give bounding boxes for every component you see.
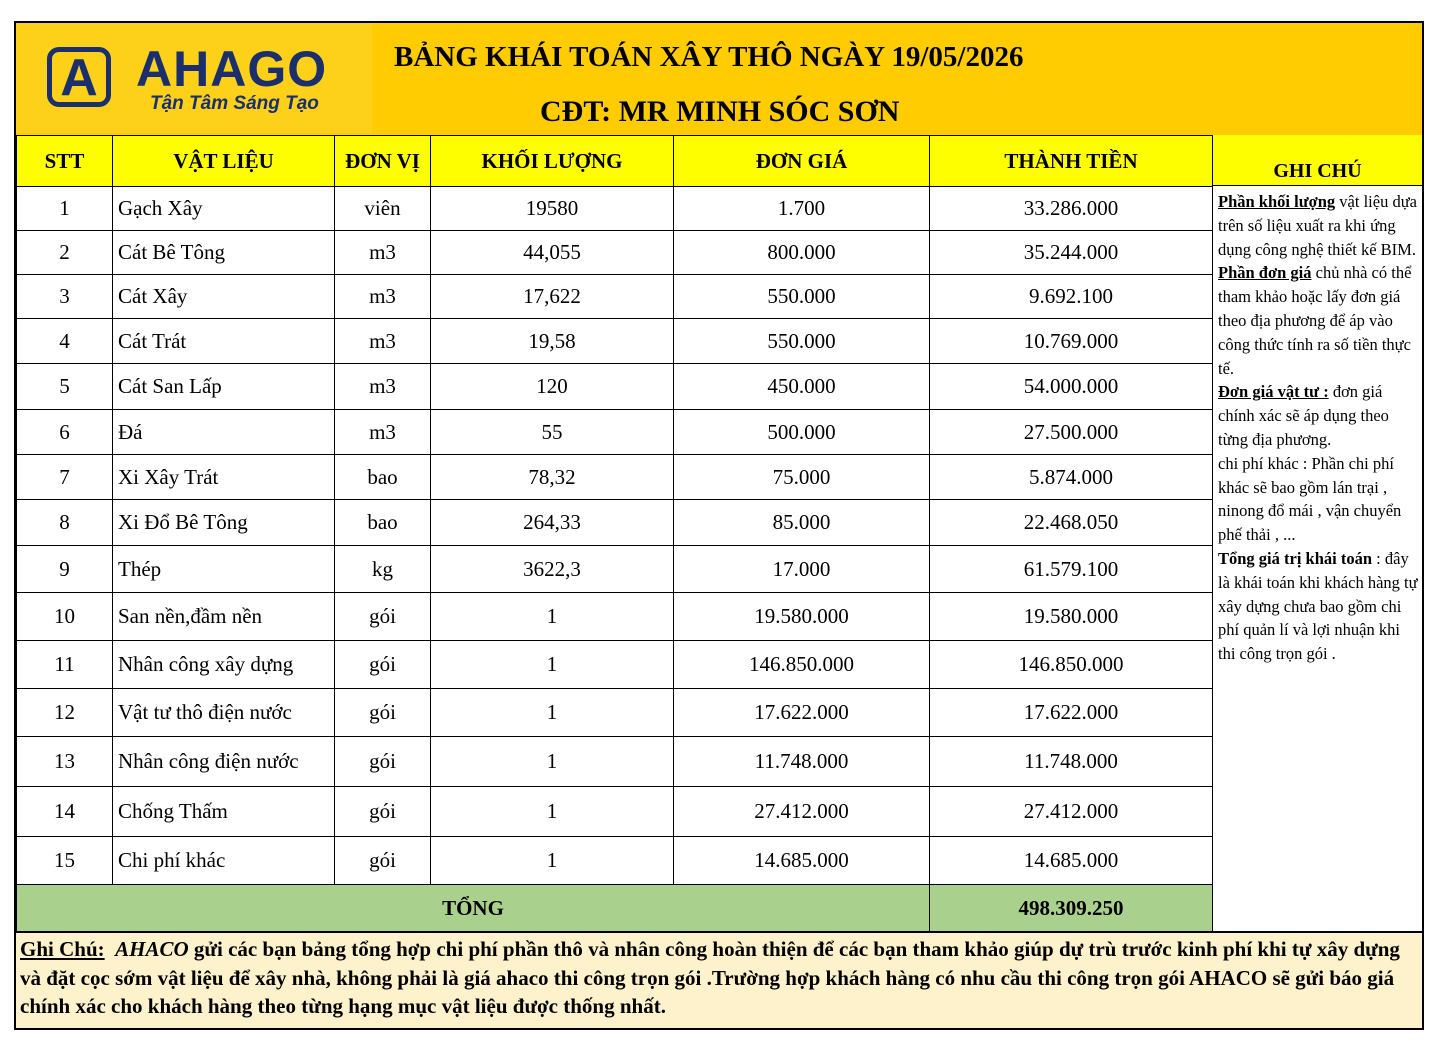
- table-header-row: [17, 136, 1213, 187]
- row-unit-price: 85.000: [674, 500, 930, 546]
- row-unit: gói: [335, 593, 431, 641]
- note-price-label: Phần đơn giá: [1218, 263, 1312, 283]
- header-banner: [16, 23, 1422, 137]
- table-row: [17, 319, 1213, 364]
- col-header-amount: THÀNH TIỀN: [930, 136, 1213, 187]
- row-stt: 8: [17, 500, 113, 546]
- row-unit-price: 800.000: [674, 231, 930, 275]
- row-quantity: 1: [431, 641, 674, 689]
- row-amount: 5.874.000: [930, 455, 1213, 500]
- row-material: Vật tư thô điện nước: [113, 689, 335, 737]
- row-unit-price: 450.000: [674, 364, 930, 410]
- row-stt: 10: [17, 593, 113, 641]
- row-unit-price: 19.580.000: [674, 593, 930, 641]
- row-material: Chống Thấm: [113, 787, 335, 837]
- footer-label: Ghi Chú:: [20, 937, 105, 961]
- estimate-sheet: [14, 21, 1424, 1030]
- row-quantity: 3622,3: [431, 546, 674, 593]
- row-amount: 61.579.100: [930, 546, 1213, 593]
- row-amount: 35.244.000: [930, 231, 1213, 275]
- total-row: [17, 885, 1213, 933]
- table-row: [17, 500, 1213, 546]
- row-quantity: 120: [431, 364, 674, 410]
- note-total-label: Tổng giá trị khái toán: [1218, 548, 1373, 568]
- row-unit-price: 1.700: [674, 187, 930, 231]
- row-quantity: 1: [431, 787, 674, 837]
- row-quantity: 17,622: [431, 275, 674, 319]
- row-unit-price: 550.000: [674, 275, 930, 319]
- row-unit: viên: [335, 187, 431, 231]
- row-material: Cát Trát: [113, 319, 335, 364]
- row-amount: 19.580.000: [930, 593, 1213, 641]
- row-amount: 11.748.000: [930, 737, 1213, 787]
- row-quantity: 1: [431, 737, 674, 787]
- note-material-price-text: đơn giá chính xác sẽ áp dụng theo từng địa phương.: [1218, 382, 1389, 449]
- row-material: Nhân công điện nước: [113, 737, 335, 787]
- row-unit: kg: [335, 546, 431, 593]
- row-stt: 13: [17, 737, 113, 787]
- row-unit: m3: [335, 275, 431, 319]
- col-header-unit: ĐƠN VỊ: [335, 136, 431, 187]
- row-unit: m3: [335, 410, 431, 455]
- col-header-quantity: KHỐI LƯỢNG: [431, 136, 674, 187]
- row-material: Cát Xây: [113, 275, 335, 319]
- logo-mark-icon: [47, 47, 111, 107]
- table-row: [17, 187, 1213, 231]
- row-stt: 2: [17, 231, 113, 275]
- document-title: BẢNG KHÁI TOÁN XÂY THÔ NGÀY 19/05/2026: [394, 41, 1024, 73]
- estimate-table: [16, 135, 1213, 933]
- row-quantity: 264,33: [431, 500, 674, 546]
- row-stt: 4: [17, 319, 113, 364]
- table-row: [17, 546, 1213, 593]
- row-material: Đá: [113, 410, 335, 455]
- row-amount: 17.622.000: [930, 689, 1213, 737]
- table-row: [17, 275, 1213, 319]
- row-unit-price: 146.850.000: [674, 641, 930, 689]
- table-row: [17, 410, 1213, 455]
- row-unit: gói: [335, 837, 431, 885]
- row-material: San nền,đầm nền: [113, 593, 335, 641]
- row-quantity: 1: [431, 837, 674, 885]
- note-quantity-text: vật liệu dựa trên số liệu xuất ra khi ứng dụng công nghệ thiết kế BIM.: [1218, 192, 1417, 259]
- row-amount: 27.500.000: [930, 410, 1213, 455]
- row-stt: 7: [17, 455, 113, 500]
- footer-brand: AHACO: [115, 937, 189, 961]
- row-quantity: 1: [431, 593, 674, 641]
- table-row: [17, 837, 1213, 885]
- row-quantity: 55: [431, 410, 674, 455]
- row-unit: gói: [335, 689, 431, 737]
- row-stt: 12: [17, 689, 113, 737]
- row-stt: 11: [17, 641, 113, 689]
- row-quantity: 78,32: [431, 455, 674, 500]
- row-amount: 22.468.050: [930, 500, 1213, 546]
- row-amount: 9.692.100: [930, 275, 1213, 319]
- row-unit: gói: [335, 641, 431, 689]
- row-quantity: 19580: [431, 187, 674, 231]
- document-subtitle: CĐT: MR MINH SÓC SƠN: [540, 95, 900, 128]
- col-header-unit-price: ĐƠN GIÁ: [674, 136, 930, 187]
- row-unit-price: 17.622.000: [674, 689, 930, 737]
- notes-heading: GHI CHÚ: [1213, 135, 1422, 186]
- row-amount: 27.412.000: [930, 787, 1213, 837]
- row-unit: gói: [335, 737, 431, 787]
- row-unit-price: 75.000: [674, 455, 930, 500]
- row-unit-price: 17.000: [674, 546, 930, 593]
- table-row: [17, 641, 1213, 689]
- row-amount: 54.000.000: [930, 364, 1213, 410]
- total-value: 498.309.250: [930, 885, 1213, 933]
- row-stt: 6: [17, 410, 113, 455]
- row-stt: 5: [17, 364, 113, 410]
- row-material: Gạch Xây: [113, 187, 335, 231]
- row-stt: 15: [17, 837, 113, 885]
- row-amount: 33.286.000: [930, 187, 1213, 231]
- row-quantity: 1: [431, 689, 674, 737]
- row-material: Thép: [113, 546, 335, 593]
- row-stt: 3: [17, 275, 113, 319]
- table-row: [17, 737, 1213, 787]
- note-other-costs: chi phí khác : Phần chi phí khác sẽ bao gồm lán trại , ninong đổ mái , vận chuyển phế thải , ...: [1218, 453, 1402, 545]
- row-material: Nhân công xây dựng: [113, 641, 335, 689]
- row-unit: bao: [335, 455, 431, 500]
- row-unit: gói: [335, 787, 431, 837]
- row-unit: bao: [335, 500, 431, 546]
- note-material-price-label: Đơn giá vật tư :: [1218, 382, 1329, 402]
- row-unit-price: 27.412.000: [674, 787, 930, 837]
- row-amount: 14.685.000: [930, 837, 1213, 885]
- notes-body: [1213, 186, 1422, 666]
- note-quantity-label: Phần khối lượng: [1218, 192, 1336, 211]
- company-logo: [16, 23, 372, 133]
- note-price-text: chủ nhà có thể tham khảo hoặc lấy đơn giá theo địa phương để áp vào công thức tính ra số tiền thực tế.: [1218, 263, 1412, 378]
- table-row: [17, 455, 1213, 500]
- note-total-text: : đây là khái toán khi khách hàng tự xây dựng chưa bao gồm chi phí quản lí và lợi nhuận khi thi công trọn gói .: [1218, 548, 1418, 664]
- table-row: [17, 231, 1213, 275]
- table-row: [17, 593, 1213, 641]
- notes-panel: [1212, 135, 1422, 919]
- row-stt: 9: [17, 546, 113, 593]
- col-header-material: VẬT LIỆU: [113, 136, 335, 187]
- row-unit: m3: [335, 319, 431, 364]
- table-row: [17, 787, 1213, 837]
- row-unit-price: 500.000: [674, 410, 930, 455]
- row-material: Cát San Lấp: [113, 364, 335, 410]
- row-material: Xi Xây Trát: [113, 455, 335, 500]
- row-unit-price: 550.000: [674, 319, 930, 364]
- table-row: [17, 689, 1213, 737]
- total-label: TỔNG: [17, 885, 930, 933]
- logo-wordmark: AHAGO: [136, 41, 328, 97]
- row-material: Xi Đổ Bê Tông: [113, 500, 335, 546]
- row-stt: 14: [17, 787, 113, 837]
- footer-text: gửi các bạn bảng tổng hợp chi phí phần thô và nhân công hoàn thiện để các bạn tham khảo giúp dự trù trước kinh phí khi tự xây dựng và đặt cọc sớm vật liệu để xây nhà, không phải là giá ahaco thi công trọn gói .Trường hợp khách hàng có nhu cầu thi công trọn gói AHACO sẽ gửi báo giá chính xác cho khách hàng theo từng hạng mục vật liệu được thống nhất.: [20, 937, 1400, 1018]
- row-stt: 1: [17, 187, 113, 231]
- row-unit: m3: [335, 364, 431, 410]
- row-unit-price: 14.685.000: [674, 837, 930, 885]
- row-quantity: 44,055: [431, 231, 674, 275]
- row-material: Cát Bê Tông: [113, 231, 335, 275]
- row-amount: 146.850.000: [930, 641, 1213, 689]
- row-material: Chi phí khác: [113, 837, 335, 885]
- row-quantity: 19,58: [431, 319, 674, 364]
- footer-note: [16, 931, 1422, 1028]
- logo-letter: A: [60, 49, 98, 107]
- logo-tagline: Tận Tâm Sáng Tạo: [150, 93, 319, 114]
- row-unit: m3: [335, 231, 431, 275]
- table-row: [17, 364, 1213, 410]
- row-unit-price: 11.748.000: [674, 737, 930, 787]
- row-amount: 10.769.000: [930, 319, 1213, 364]
- col-header-stt: STT: [17, 136, 113, 187]
